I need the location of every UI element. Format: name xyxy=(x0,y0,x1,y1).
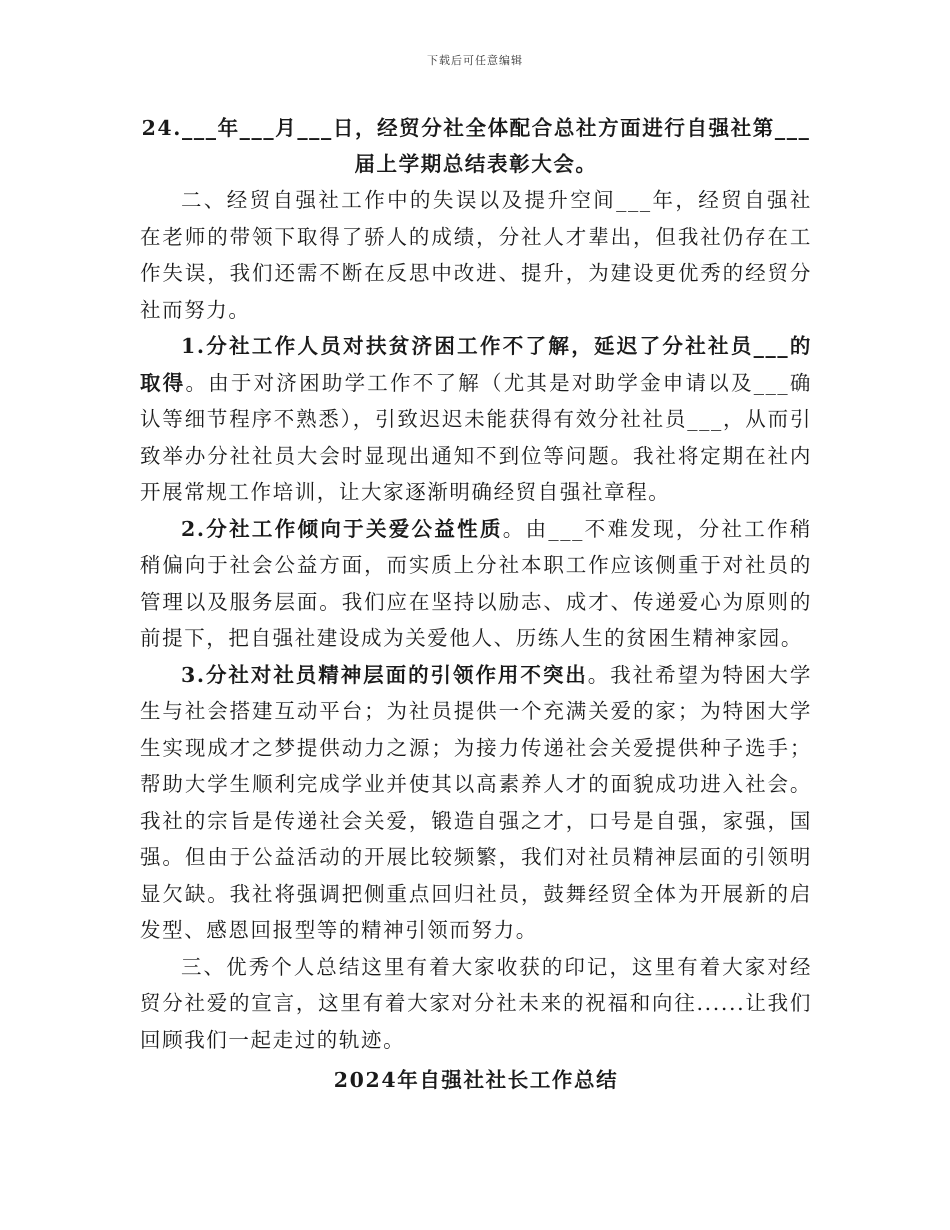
point-2-body: 。由___不难发现，分社工作稍稍偏向于社会公益方面，而实质上分社本职工作应该侧重于对社员的管理以及服务层面。我们应在坚持以励志、成才、传递爱心为原则的前提下，把自强社建设成为关爱他人、历练人生的贫困生精神家园。 xyxy=(140,516,812,650)
point-3-body: 。我社希望为特困大学生与社会搭建互动平台；为社员提供一个充满关爱的家；为特困大学生实现成才之梦提供动力之源；为接力传递社会关爱提供种子选手；帮助大学生顺利完成学业并使其以高素养人才的面貌成功进入社会。我社的宗旨是传递社会关爱，锻造自强之才，口号是自强，家强，国强。但由于公益活动的开展比较频繁，我们对社员精神层面的引领明显欠缺。我社将强调把侧重点回归社员，鼓舞经贸全体为开展新的启发型、感恩回报型等的精神引领而努力。 xyxy=(140,662,812,942)
point-2-title: 2.分社工作倾向于关爱公益性质 xyxy=(181,516,503,541)
point-1-title: 1.分社工作人员对扶贫济困工作不了解，延迟了分社社员___的取得 xyxy=(140,334,812,395)
item-24-heading: 24.___年___月___日，经贸分社全体配合总社方面进行自强社第___届上学期总结表彰大会。 xyxy=(141,116,811,176)
next-document-title: 2024年自强社社长工作总结 xyxy=(333,1068,619,1092)
point-2-paragraph xyxy=(140,511,812,657)
point-1-body: 。由于对济困助学工作不了解（尤其是对助学金申请以及___确认等细节程序不熟悉），引致迟迟未能获得有效分社社员___，从而引致举办分社社员大会时显现出通知不到位等问题。我社将定期在社内开展常规工作培训，让大家逐渐明确经贸自强社章程。 xyxy=(140,370,812,504)
document-body xyxy=(140,110,812,1099)
point-3-title: 3.分社对社员精神层面的引领作用不突出 xyxy=(181,662,588,687)
point-1-paragraph xyxy=(140,328,812,511)
page-header-note: 下载后可任意编辑 xyxy=(427,54,523,67)
section-2-paragraph: 二、经贸自强社工作中的失误以及提升空间___年，经贸自强社在老师的带领下取得了骄人的成绩，分社人才辈出，但我社仍存在工作失误，我们还需不断在反思中改进、提升，为建设更优秀的经贸分社而努力。 xyxy=(140,188,812,322)
point-3-paragraph xyxy=(140,657,812,949)
section-3-paragraph: 三、优秀个人总结这里有着大家收获的印记，这里有着大家对经贸分社爱的宣言，这里有着大家对分社未来的祝福和向往......让我们回顾我们一起走过的轨迹。 xyxy=(140,954,812,1052)
